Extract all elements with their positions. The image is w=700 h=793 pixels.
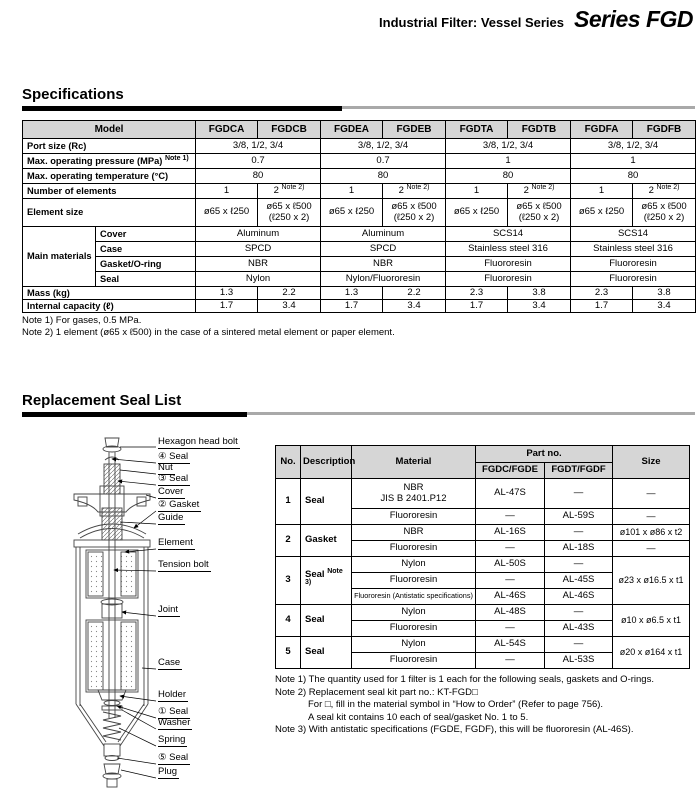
element-count-label: Number of elements xyxy=(23,184,196,199)
material-cell: Fluororesin xyxy=(352,621,476,637)
gasket-oring-label: Gasket/O-ring xyxy=(96,257,196,272)
case-value: Stainless steel 316 xyxy=(446,242,571,257)
partno-fgdc: — xyxy=(476,509,545,525)
element-count-value: 1 xyxy=(571,184,633,199)
specifications-table xyxy=(22,120,696,313)
element-count-value xyxy=(508,184,571,199)
temperature-value: 80 xyxy=(571,169,696,184)
capacity-row xyxy=(23,300,696,313)
material-cell: Fluororesin xyxy=(352,541,476,557)
doc-subtitle: Industrial Filter: Vessel Series xyxy=(379,15,564,30)
model-name: FGDFB xyxy=(633,121,696,139)
element-count-number: 2 xyxy=(648,184,654,196)
capacity-value: 3.4 xyxy=(508,300,571,313)
label-seal-3: ③ Seal xyxy=(158,474,190,486)
gasket-value: Fluororesin xyxy=(446,257,571,272)
pressure-label xyxy=(23,154,196,169)
mass-value: 2.3 xyxy=(446,287,508,300)
element-count-number: 2 xyxy=(523,184,529,196)
label-spring: Spring xyxy=(158,735,187,747)
partno-fgdc: AL-16S xyxy=(476,525,545,541)
material-cell xyxy=(352,479,476,509)
seal-value: Nylon/Fluororesin xyxy=(321,272,446,287)
material-cell: NBR xyxy=(352,525,476,541)
label-holder: Holder xyxy=(158,690,188,702)
temperature-value: 80 xyxy=(196,169,321,184)
rule-gray-segment xyxy=(342,106,695,109)
mass-value: 1.3 xyxy=(321,287,383,300)
port-size-row xyxy=(23,139,696,154)
spec-note-2: Note 2) 1 element (ø65 x ℓ500) in the case of a sintered metal element or paper element. xyxy=(22,327,395,339)
temperature-value: 80 xyxy=(446,169,571,184)
partno-fgdc: AL-54S xyxy=(476,637,545,653)
element-count-value: 1 xyxy=(446,184,508,199)
group-description xyxy=(301,557,352,605)
cover-value: Aluminum xyxy=(321,227,446,242)
element-count-note-ref: Note 2) xyxy=(281,183,305,191)
size-cell: ø20 x ø164 x t1 xyxy=(613,637,690,669)
model-header-label: Model xyxy=(23,121,196,139)
element-size-label: Element size xyxy=(23,199,196,227)
gasket-value: Fluororesin xyxy=(571,257,696,272)
seal-row xyxy=(276,557,690,573)
model-header-row xyxy=(23,121,696,139)
group-description: Seal xyxy=(301,479,352,525)
size-cell: ø23 x ø16.5 x t1 xyxy=(613,557,690,605)
temperature-value: 80 xyxy=(321,169,446,184)
label-gasket-2: ② Gasket xyxy=(158,500,201,512)
seal-value: Nylon xyxy=(196,272,321,287)
material-line2: JIS B 2401.P12 xyxy=(380,492,447,504)
partno-fgdc: AL-47S xyxy=(476,479,545,509)
element-count-number: 2 xyxy=(398,184,404,196)
partno-fgdc: — xyxy=(476,653,545,669)
mass-value: 3.8 xyxy=(508,287,571,300)
element-size-line1: ø65 x ℓ500 xyxy=(516,200,562,212)
case-value: SPCD xyxy=(321,242,446,257)
mass-value: 2.3 xyxy=(571,287,633,300)
partno-fgdc: — xyxy=(476,621,545,637)
partno-fgdc: — xyxy=(476,541,545,557)
seal-note-1: Note 1) The quantity used for 1 filter is 1 each for the following seals, gaskets and O-rings. xyxy=(275,674,654,685)
case-value: SPCD xyxy=(196,242,321,257)
specifications-section-heading xyxy=(22,86,695,111)
element-size-line2: (ℓ250 x 2) xyxy=(643,211,685,223)
partno-fgdt: AL-43S xyxy=(545,621,613,637)
label-tension-bolt: Tension bolt xyxy=(158,560,211,572)
element-size-value: ø65 x ℓ250 xyxy=(571,199,633,227)
model-name: FGDTB xyxy=(508,121,571,139)
capacity-value: 3.4 xyxy=(258,300,321,313)
material-gasket-row xyxy=(23,257,696,272)
material-cell: Fluororesin xyxy=(352,573,476,589)
model-name: FGDEB xyxy=(383,121,446,139)
group-no: 4 xyxy=(276,605,301,637)
element-size-line1: ø65 x ℓ500 xyxy=(641,200,687,212)
partno-fgdc: AL-50S xyxy=(476,557,545,573)
capacity-label: Internal capacity (ℓ) xyxy=(23,300,196,313)
capacity-value: 1.7 xyxy=(571,300,633,313)
label-seal-5: ⑤ Seal xyxy=(158,753,190,765)
material-cell: Fluororesin (Antistatic specifications) xyxy=(352,589,476,605)
partno-fgdt: AL-53S xyxy=(545,653,613,669)
mass-value: 1.3 xyxy=(196,287,258,300)
rule-gray-segment xyxy=(247,412,695,415)
element-count-value xyxy=(383,184,446,199)
partno-fgdt: — xyxy=(545,479,613,509)
cover-value: SCS14 xyxy=(571,227,696,242)
label-guide: Guide xyxy=(158,513,185,525)
mass-value: 2.2 xyxy=(258,287,321,300)
element-size-line1: ø65 x ℓ500 xyxy=(391,200,437,212)
seal-note-3: Note 3) With antistatic specifications (FGDE, FGDF), this will be fluororesin (AL-46S). xyxy=(275,724,634,736)
gasket-value: NBR xyxy=(321,257,446,272)
seal-row xyxy=(276,605,690,621)
partno-fgdt: AL-59S xyxy=(545,509,613,525)
col-material-header: Material xyxy=(352,446,476,479)
capacity-value: 3.4 xyxy=(633,300,696,313)
element-count-note-ref: Note 2) xyxy=(656,183,680,191)
model-name: FGDEA xyxy=(321,121,383,139)
seal-note-2-line3: A seal kit contains 10 each of seal/gasket No. 1 to 5. xyxy=(308,711,529,723)
seal-row xyxy=(276,479,690,509)
port-size-value: 3/8, 1/2, 3/4 xyxy=(321,139,446,154)
size-cell: ø10 x ø6.5 x t1 xyxy=(613,605,690,637)
pressure-value: 1 xyxy=(571,154,696,169)
page-header xyxy=(379,6,693,33)
mass-label: Mass (kg) xyxy=(23,287,196,300)
element-size-value: ø65 x ℓ250 xyxy=(446,199,508,227)
gasket-value: NBR xyxy=(196,257,321,272)
element-size-row xyxy=(23,199,696,227)
group-description: Gasket xyxy=(301,525,352,557)
col-fgdt-fgdf-header: FGDT/FGDF xyxy=(545,463,613,479)
partno-fgdt: AL-46S xyxy=(545,589,613,605)
partno-fgdc: — xyxy=(476,573,545,589)
element-size-line2: (ℓ250 x 2) xyxy=(518,211,560,223)
element-size-value xyxy=(633,199,696,227)
temperature-row xyxy=(23,169,696,184)
model-name: FGDFA xyxy=(571,121,633,139)
element-size-line1: ø65 x ℓ500 xyxy=(266,200,312,212)
element-count-note-ref: Note 2) xyxy=(531,183,555,191)
label-hexagon-head-bolt: Hexagon head bolt xyxy=(158,437,240,449)
model-name: FGDCA xyxy=(196,121,258,139)
partno-fgdc: AL-48S xyxy=(476,605,545,621)
capacity-value: 1.7 xyxy=(446,300,508,313)
label-case: Case xyxy=(158,658,182,670)
cover-label: Cover xyxy=(96,227,196,242)
partno-fgdt: AL-18S xyxy=(545,541,613,557)
element-count-row xyxy=(23,184,696,199)
element-size-line2: (ℓ250 x 2) xyxy=(393,211,435,223)
replacement-seal-table xyxy=(275,445,690,669)
label-element: Element xyxy=(158,538,195,550)
element-size-value: ø65 x ℓ250 xyxy=(321,199,383,227)
seal-label: Seal xyxy=(96,272,196,287)
group-no: 2 xyxy=(276,525,301,557)
group-no: 1 xyxy=(276,479,301,525)
mass-value: 3.8 xyxy=(633,287,696,300)
partno-fgdt: — xyxy=(545,637,613,653)
seal-note-2-line2: For □, fill in the material symbol in “How to Order” (Refer to page 756). xyxy=(308,699,604,711)
partno-fgdt: — xyxy=(545,605,613,621)
rule-black-segment xyxy=(22,412,247,417)
material-cell: Nylon xyxy=(352,557,476,573)
material-line1: NBR xyxy=(403,481,424,493)
seal-value: Fluororesin xyxy=(446,272,571,287)
cover-value: Aluminum xyxy=(196,227,321,242)
seal-list-notes xyxy=(275,674,690,737)
seal-note-2: Note 2) Replacement seal kit part no.: KT-FGD□ xyxy=(275,686,478,698)
element-count-value: 1 xyxy=(321,184,383,199)
material-case-row xyxy=(23,242,696,257)
material-cell: Nylon xyxy=(352,605,476,621)
pressure-label-text: Max. operating pressure (MPa) xyxy=(27,155,163,166)
partno-fgdt: — xyxy=(545,525,613,541)
seal-header-row-1 xyxy=(276,446,690,463)
label-nut: Nut xyxy=(158,463,175,475)
case-value: Stainless steel 316 xyxy=(571,242,696,257)
pressure-value: 1 xyxy=(446,154,571,169)
material-seal-row xyxy=(23,272,696,287)
capacity-value: 1.7 xyxy=(196,300,258,313)
size-cell: — xyxy=(613,541,690,557)
label-seal-1: ① Seal xyxy=(158,707,190,719)
seal-row xyxy=(276,637,690,653)
label-plug: Plug xyxy=(158,767,179,779)
group-description: Seal xyxy=(301,605,352,637)
element-size-value xyxy=(258,199,321,227)
heading-rule xyxy=(22,106,695,111)
specifications-notes xyxy=(22,315,395,340)
material-cell: Fluororesin xyxy=(352,509,476,525)
pressure-value: 0.7 xyxy=(321,154,446,169)
spec-note-1: Note 1) For gases, 0.5 MPa. xyxy=(22,315,142,326)
material-cover-row xyxy=(23,227,696,242)
seal-table-area xyxy=(275,445,690,737)
element-count-number: 2 xyxy=(273,184,279,196)
seal-value: Fluororesin xyxy=(571,272,696,287)
size-cell: ø101 x ø86 x t2 xyxy=(613,525,690,541)
partno-fgdt: — xyxy=(545,557,613,573)
cover-value: SCS14 xyxy=(446,227,571,242)
rule-black-segment xyxy=(22,106,342,111)
col-no-header: No. xyxy=(276,446,301,479)
capacity-value: 3.4 xyxy=(383,300,446,313)
size-cell: — xyxy=(613,509,690,525)
seal-list-title: Replacement Seal List xyxy=(22,392,182,409)
port-size-label: Port size (Rc) xyxy=(23,139,196,154)
label-joint: Joint xyxy=(158,605,180,617)
model-name: FGDCB xyxy=(258,121,321,139)
partno-fgdc: AL-46S xyxy=(476,589,545,605)
main-materials-label: Main materials xyxy=(23,227,96,287)
size-cell: — xyxy=(613,479,690,509)
pressure-note-ref: Note 1) xyxy=(164,154,189,162)
mass-row xyxy=(23,287,696,300)
col-partno-header: Part no. xyxy=(476,446,613,463)
element-count-value: 1 xyxy=(196,184,258,199)
description-note-ref: Note 3) xyxy=(305,567,343,586)
element-count-value xyxy=(633,184,696,199)
heading-rule xyxy=(22,412,695,417)
partno-fgdt: AL-45S xyxy=(545,573,613,589)
pressure-row xyxy=(23,154,696,169)
port-size-value: 3/8, 1/2, 3/4 xyxy=(446,139,571,154)
col-description-header: Description xyxy=(301,446,352,479)
port-size-value: 3/8, 1/2, 3/4 xyxy=(196,139,321,154)
col-fgdc-fgde-header: FGDC/FGDE xyxy=(476,463,545,479)
pressure-value: 0.7 xyxy=(196,154,321,169)
element-size-value xyxy=(383,199,446,227)
port-size-value: 3/8, 1/2, 3/4 xyxy=(571,139,696,154)
case-label: Case xyxy=(96,242,196,257)
element-size-line2: (ℓ250 x 2) xyxy=(268,211,310,223)
label-seal-4: ④ Seal xyxy=(158,452,190,464)
element-size-value xyxy=(508,199,571,227)
capacity-value: 1.7 xyxy=(321,300,383,313)
element-size-value: ø65 x ℓ250 xyxy=(196,199,258,227)
group-no: 3 xyxy=(276,557,301,605)
label-cover: Cover xyxy=(158,487,185,499)
material-cell: Fluororesin xyxy=(352,653,476,669)
element-count-note-ref: Note 2) xyxy=(406,183,430,191)
col-size-header: Size xyxy=(613,446,690,479)
mass-value: 2.2 xyxy=(383,287,446,300)
specifications-title: Specifications xyxy=(22,86,124,103)
temperature-label: Max. operating temperature (°C) xyxy=(23,169,196,184)
doc-series-title: Series FGD xyxy=(574,6,693,32)
element-count-value xyxy=(258,184,321,199)
model-name: FGDTA xyxy=(446,121,508,139)
label-washer: Washer xyxy=(158,718,192,730)
group-description-text: Seal xyxy=(305,568,325,580)
material-cell: Nylon xyxy=(352,637,476,653)
group-description: Seal xyxy=(301,637,352,669)
group-no: 5 xyxy=(276,637,301,669)
seal-list-section-heading xyxy=(22,392,695,417)
seal-row xyxy=(276,525,690,541)
